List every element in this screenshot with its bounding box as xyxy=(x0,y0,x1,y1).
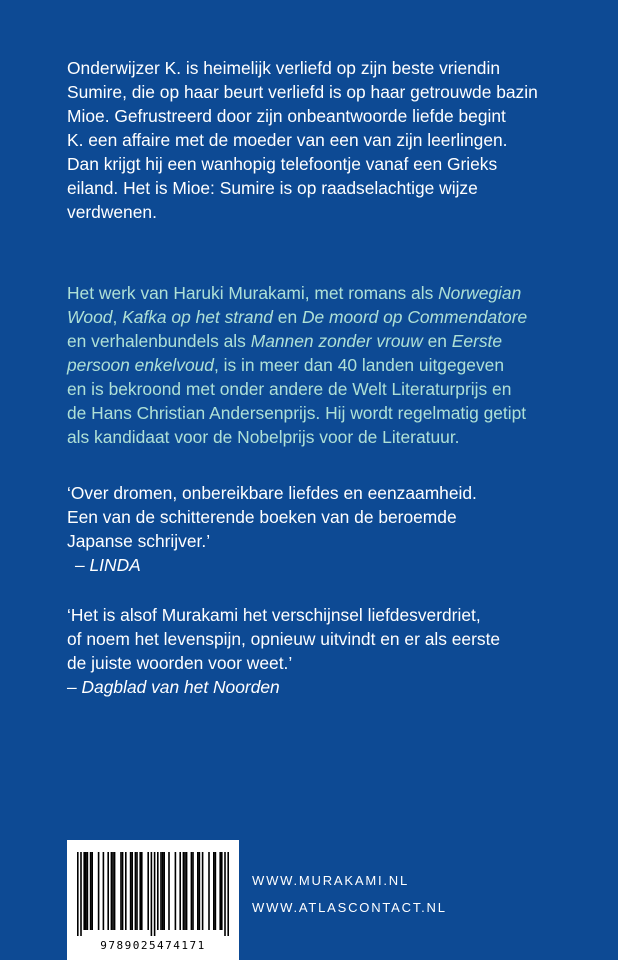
quote-source: – LINDA xyxy=(75,555,141,575)
quote-line: ‘Over dromen, onbereikbare liefdes en eenzaamheid. xyxy=(67,483,477,503)
barcode-bar xyxy=(183,852,185,930)
barcode-bar xyxy=(154,852,156,936)
barcode-bar xyxy=(199,852,201,930)
synopsis-paragraph xyxy=(67,56,578,224)
barcode-bar xyxy=(202,852,204,930)
book-title: persoon enkelvoud xyxy=(67,355,214,375)
barcode-bar xyxy=(213,852,215,930)
barcode-bar xyxy=(139,852,141,930)
barcode-bar xyxy=(136,852,138,930)
barcode-bar xyxy=(147,852,149,930)
synopsis-line: eiland. Het is Mioe: Sumire is op raadselachtige wijze xyxy=(67,178,478,198)
book-title: Mannen zonder vrouw xyxy=(250,331,423,351)
author-bio-line: als kandidaat voor de Nobelprijs voor de Literatuur. xyxy=(67,427,460,447)
synopsis-line: K. een affaire met de moeder van een van zijn leerlingen. xyxy=(67,130,508,150)
book-title: Norwegian xyxy=(438,283,522,303)
quote-line: of noem het levenspijn, opnieuw uitvindt en er als eerste xyxy=(67,629,501,649)
barcode-bar xyxy=(197,852,199,930)
barcode-bar xyxy=(135,852,137,930)
barcode-bar xyxy=(91,852,93,930)
quote-line: ‘Het is alsof Murakami het verschijnsel liefdesverdriet, xyxy=(67,605,481,625)
barcode-bar xyxy=(83,852,85,930)
barcode-bar xyxy=(122,852,124,930)
isbn-number: 9789025474171 xyxy=(100,939,206,952)
synopsis-line: Mioe. Gefrustreerd door zijn onbeantwoorde liefde begint xyxy=(67,106,506,126)
barcode-bar xyxy=(179,852,181,930)
website-link-murakami[interactable]: WWW.MURAKAMI.NL xyxy=(252,873,409,888)
barcode-bar xyxy=(191,852,193,930)
barcode-bar xyxy=(221,852,223,930)
author-bio-line: Het werk van Haruki Murakami, met romans als Norwegian xyxy=(67,283,522,303)
barcode-bar xyxy=(90,852,92,930)
barcode-bar xyxy=(114,852,116,930)
barcode-bar xyxy=(125,852,127,930)
barcode-bar xyxy=(98,852,100,930)
book-title: Kafka op het strand xyxy=(122,307,273,327)
barcode-bar xyxy=(175,852,177,930)
barcode-bar xyxy=(131,852,133,930)
quote-line: Japanse schrijver.’ xyxy=(67,531,211,551)
barcode-bar xyxy=(77,852,79,936)
barcode-bar xyxy=(85,852,87,930)
barcode-bar xyxy=(192,852,194,930)
synopsis-line: Sumire, die op haar beurt verliefd is op haar getrouwde bazin xyxy=(67,82,538,102)
book-title: De moord op Commendatore xyxy=(301,307,528,327)
author-bio-line: en is bekroond met onder andere de Welt Literaturprijs en xyxy=(67,379,512,399)
isbn-barcode xyxy=(67,840,239,960)
author-bio-line: Wood, Kafka op het strand en De moord op Commendatore xyxy=(67,307,528,327)
quote-line: de juiste woorden voor weet.’ xyxy=(67,653,293,673)
barcode-bar xyxy=(87,852,89,930)
synopsis-line: verdwenen. xyxy=(67,202,157,222)
barcode-bar xyxy=(163,852,165,930)
barcode-bar xyxy=(208,852,210,930)
review-quote xyxy=(67,603,578,699)
barcode-bar xyxy=(215,852,217,930)
review-quote xyxy=(67,481,578,577)
barcode-bar xyxy=(186,852,188,930)
website-link-atlascontact[interactable]: WWW.ATLASCONTACT.NL xyxy=(252,900,447,915)
barcode-bar xyxy=(184,852,186,930)
barcode-bar xyxy=(219,852,221,930)
author-bio-line: en verhalenbundels als Mannen zonder vrouw en Eerste xyxy=(67,331,503,351)
book-title: Wood xyxy=(67,307,113,327)
barcode-bar xyxy=(141,852,143,930)
quote-source: – Dagblad van het Noorden xyxy=(67,677,280,697)
barcode-bar xyxy=(157,852,159,930)
barcode-bar xyxy=(111,852,113,930)
barcode-bar xyxy=(103,852,105,930)
barcode-bar xyxy=(107,852,109,930)
barcode-bar xyxy=(80,852,82,936)
barcode-bar xyxy=(120,852,122,930)
quote-line: Een van de schitterende boeken van de beroemde xyxy=(67,507,457,527)
barcode-bar xyxy=(112,852,114,930)
book-title: Eerste xyxy=(451,331,503,351)
barcode-bar xyxy=(168,852,170,930)
synopsis-line: Dan krijgt hij een wanhopig telefoontje vanaf een Grieks xyxy=(67,154,498,174)
barcode-bar xyxy=(130,852,132,930)
barcode-bar xyxy=(224,852,226,936)
barcode-bar xyxy=(227,852,229,936)
author-bio-paragraph xyxy=(67,281,578,449)
author-bio-line: persoon enkelvoud, is in meer dan 40 landen uitgegeven xyxy=(67,355,505,375)
barcode-bar xyxy=(162,852,164,930)
synopsis-line: Onderwijzer K. is heimelijk verliefd op zijn beste vriendin xyxy=(67,58,501,78)
barcode-bars xyxy=(67,840,239,940)
barcode-bar xyxy=(160,852,162,930)
barcode-bar xyxy=(151,852,153,936)
author-bio-line: de Hans Christian Andersenprijs. Hij wordt regelmatig getipt xyxy=(67,403,527,423)
